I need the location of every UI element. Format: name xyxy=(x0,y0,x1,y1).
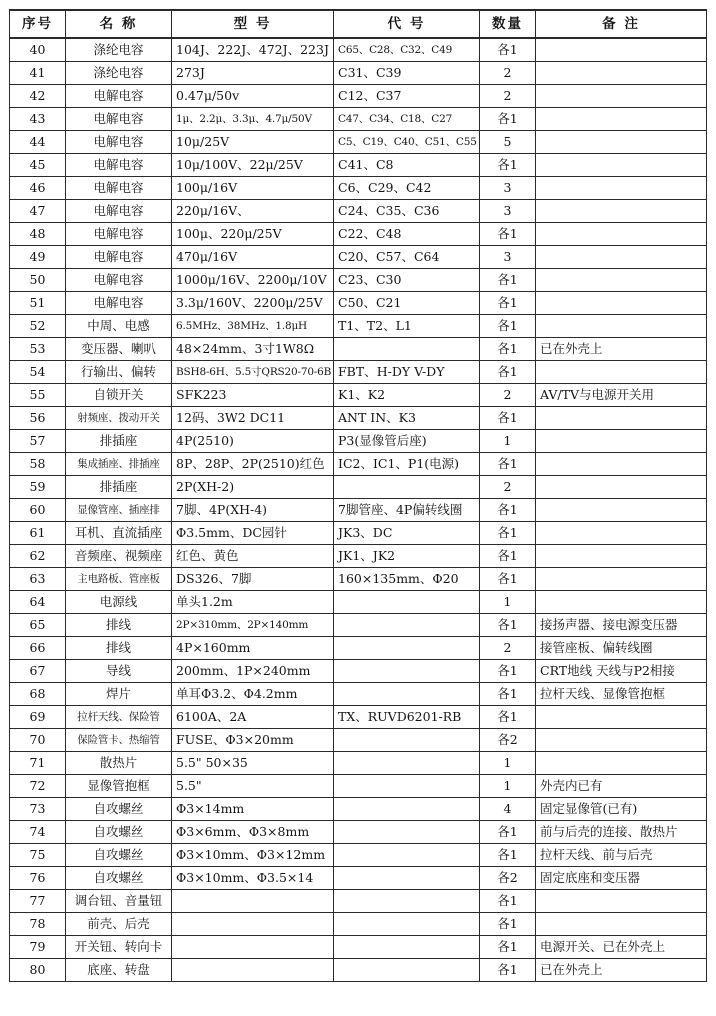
cell-code: TX、RUVD6201-RB xyxy=(334,706,480,729)
header-seq: 序号 xyxy=(10,10,66,38)
cell-seq: 55 xyxy=(10,384,66,407)
cell-note xyxy=(536,85,707,108)
parts-list-sheet xyxy=(9,9,707,982)
cell-note xyxy=(536,38,707,62)
cell-seq: 42 xyxy=(10,85,66,108)
cell-qty: 各1 xyxy=(480,38,536,62)
table-row xyxy=(10,476,707,499)
cell-qty: 各1 xyxy=(480,821,536,844)
table-row xyxy=(10,683,707,706)
cell-name: 焊片 xyxy=(66,683,172,706)
cell-note xyxy=(536,568,707,591)
cell-qty: 各1 xyxy=(480,568,536,591)
header-name: 名 称 xyxy=(66,10,172,38)
cell-note xyxy=(536,453,707,476)
cell-name: 电解电容 xyxy=(66,177,172,200)
cell-seq: 71 xyxy=(10,752,66,775)
cell-model: 273J xyxy=(172,62,334,85)
cell-code xyxy=(334,637,480,660)
table-row xyxy=(10,38,707,62)
cell-model: 12码、3W2 DC11 xyxy=(172,407,334,430)
table-row xyxy=(10,867,707,890)
cell-seq: 75 xyxy=(10,844,66,867)
cell-name: 开关钮、转向卡 xyxy=(66,936,172,959)
table-row xyxy=(10,407,707,430)
cell-code: K1、K2 xyxy=(334,384,480,407)
cell-model: Φ3.5mm、DC园针 xyxy=(172,522,334,545)
cell-qty: 各1 xyxy=(480,453,536,476)
table-row xyxy=(10,430,707,453)
cell-note xyxy=(536,246,707,269)
table-row xyxy=(10,729,707,752)
cell-name: 电解电容 xyxy=(66,108,172,131)
table-body xyxy=(10,38,707,982)
cell-note xyxy=(536,591,707,614)
cell-name: 自攻螺丝 xyxy=(66,867,172,890)
cell-qty: 各1 xyxy=(480,407,536,430)
cell-code xyxy=(334,476,480,499)
cell-code xyxy=(334,683,480,706)
cell-note xyxy=(536,315,707,338)
cell-code xyxy=(334,890,480,913)
cell-name: 排插座 xyxy=(66,430,172,453)
cell-model: DS326、7脚 xyxy=(172,568,334,591)
table-row xyxy=(10,545,707,568)
cell-qty: 各1 xyxy=(480,683,536,706)
table-row xyxy=(10,660,707,683)
cell-seq: 52 xyxy=(10,315,66,338)
cell-name: 电解电容 xyxy=(66,131,172,154)
cell-note xyxy=(536,545,707,568)
cell-model: Φ3×10mm、Φ3×12mm xyxy=(172,844,334,867)
cell-model: FUSE、Φ3×20mm xyxy=(172,729,334,752)
cell-qty: 2 xyxy=(480,476,536,499)
table-header-row xyxy=(10,10,707,38)
cell-code xyxy=(334,821,480,844)
cell-note: 外壳内已有 xyxy=(536,775,707,798)
cell-note xyxy=(536,913,707,936)
cell-name: 变压器、喇叭 xyxy=(66,338,172,361)
cell-model: 3.3μ/160V、2200μ/25V xyxy=(172,292,334,315)
cell-code xyxy=(334,913,480,936)
cell-seq: 46 xyxy=(10,177,66,200)
cell-code: C12、C37 xyxy=(334,85,480,108)
cell-qty: 2 xyxy=(480,384,536,407)
cell-model: 4P(2510) xyxy=(172,430,334,453)
table-row xyxy=(10,453,707,476)
table-row xyxy=(10,959,707,982)
cell-seq: 68 xyxy=(10,683,66,706)
cell-name: 排线 xyxy=(66,637,172,660)
table-row xyxy=(10,821,707,844)
cell-seq: 57 xyxy=(10,430,66,453)
cell-qty: 各1 xyxy=(480,844,536,867)
cell-name: 电解电容 xyxy=(66,85,172,108)
cell-code: 7脚管座、4P偏转线圈 xyxy=(334,499,480,522)
table-row xyxy=(10,154,707,177)
table-row xyxy=(10,269,707,292)
cell-name: 耳机、直流插座 xyxy=(66,522,172,545)
cell-seq: 48 xyxy=(10,223,66,246)
cell-qty: 3 xyxy=(480,177,536,200)
cell-name: 保险管卡、热缩管 xyxy=(66,729,172,752)
table-row xyxy=(10,752,707,775)
cell-model: 单耳Φ3.2、Φ4.2mm xyxy=(172,683,334,706)
cell-seq: 80 xyxy=(10,959,66,982)
cell-qty: 各1 xyxy=(480,361,536,384)
cell-model: 6.5MHz、38MHz、1.8μH xyxy=(172,315,334,338)
cell-note xyxy=(536,752,707,775)
cell-name: 射频座、拨动开关 xyxy=(66,407,172,430)
table-row xyxy=(10,706,707,729)
cell-note xyxy=(536,200,707,223)
cell-note: 前与后壳的连接、散热片 xyxy=(536,821,707,844)
table-row xyxy=(10,85,707,108)
cell-note xyxy=(536,890,707,913)
cell-qty: 各1 xyxy=(480,706,536,729)
cell-qty: 各1 xyxy=(480,108,536,131)
cell-qty: 各1 xyxy=(480,338,536,361)
cell-code xyxy=(334,338,480,361)
cell-note: 接扬声器、接电源变压器 xyxy=(536,614,707,637)
cell-model: 7脚、4P(XH-4) xyxy=(172,499,334,522)
cell-note: 已在外壳上 xyxy=(536,959,707,982)
cell-name: 导线 xyxy=(66,660,172,683)
table-row xyxy=(10,338,707,361)
cell-qty: 各1 xyxy=(480,522,536,545)
cell-note xyxy=(536,522,707,545)
cell-seq: 50 xyxy=(10,269,66,292)
table-row xyxy=(10,131,707,154)
cell-qty: 各1 xyxy=(480,890,536,913)
cell-seq: 79 xyxy=(10,936,66,959)
cell-model: 100μ、220μ/25V xyxy=(172,223,334,246)
cell-qty: 1 xyxy=(480,775,536,798)
cell-code xyxy=(334,867,480,890)
table-row xyxy=(10,361,707,384)
cell-seq: 66 xyxy=(10,637,66,660)
cell-model: 100μ/16V xyxy=(172,177,334,200)
cell-name: 行输出、偏转 xyxy=(66,361,172,384)
cell-seq: 45 xyxy=(10,154,66,177)
table-row xyxy=(10,775,707,798)
cell-seq: 43 xyxy=(10,108,66,131)
cell-seq: 65 xyxy=(10,614,66,637)
cell-code: C65、C28、C32、C49 xyxy=(334,38,480,62)
table-row xyxy=(10,591,707,614)
table-row xyxy=(10,844,707,867)
cell-seq: 56 xyxy=(10,407,66,430)
cell-qty: 各1 xyxy=(480,545,536,568)
cell-name: 涤纶电容 xyxy=(66,62,172,85)
cell-qty: 2 xyxy=(480,85,536,108)
table-row xyxy=(10,637,707,660)
cell-model: 红色、黄色 xyxy=(172,545,334,568)
cell-code: JK3、DC xyxy=(334,522,480,545)
table-row xyxy=(10,522,707,545)
cell-code xyxy=(334,660,480,683)
cell-model: 4P×160mm xyxy=(172,637,334,660)
cell-qty: 各1 xyxy=(480,315,536,338)
cell-seq: 59 xyxy=(10,476,66,499)
cell-code: IC2、IC1、P1(电源) xyxy=(334,453,480,476)
cell-model xyxy=(172,959,334,982)
cell-seq: 73 xyxy=(10,798,66,821)
cell-qty: 各1 xyxy=(480,154,536,177)
cell-code: C5、C19、C40、C51、C55 xyxy=(334,131,480,154)
cell-qty: 3 xyxy=(480,200,536,223)
cell-name: 电解电容 xyxy=(66,223,172,246)
table-row xyxy=(10,292,707,315)
cell-seq: 41 xyxy=(10,62,66,85)
table-row xyxy=(10,177,707,200)
cell-name: 音频座、视频座 xyxy=(66,545,172,568)
cell-model xyxy=(172,913,334,936)
cell-code: C20、C57、C64 xyxy=(334,246,480,269)
cell-code: P3(显像管后座) xyxy=(334,430,480,453)
cell-qty: 4 xyxy=(480,798,536,821)
cell-seq: 69 xyxy=(10,706,66,729)
cell-seq: 44 xyxy=(10,131,66,154)
cell-name: 拉杆天线、保险管 xyxy=(66,706,172,729)
cell-qty: 各1 xyxy=(480,913,536,936)
cell-note xyxy=(536,62,707,85)
cell-note xyxy=(536,476,707,499)
cell-model: Φ3×14mm xyxy=(172,798,334,821)
cell-qty: 3 xyxy=(480,246,536,269)
cell-model: 1000μ/16V、2200μ/10V xyxy=(172,269,334,292)
cell-name: 自攻螺丝 xyxy=(66,844,172,867)
cell-note xyxy=(536,177,707,200)
cell-code: T1、T2、L1 xyxy=(334,315,480,338)
cell-code: FBT、H-DY V-DY xyxy=(334,361,480,384)
cell-model xyxy=(172,936,334,959)
cell-model: 104J、222J、472J、223J xyxy=(172,38,334,62)
cell-model: 6100A、2A xyxy=(172,706,334,729)
cell-seq: 62 xyxy=(10,545,66,568)
cell-name: 电解电容 xyxy=(66,200,172,223)
cell-model: 48×24mm、3寸1W8Ω xyxy=(172,338,334,361)
cell-name: 电源线 xyxy=(66,591,172,614)
cell-code: C31、C39 xyxy=(334,62,480,85)
cell-code xyxy=(334,614,480,637)
cell-name: 前壳、后壳 xyxy=(66,913,172,936)
table-row xyxy=(10,913,707,936)
cell-seq: 72 xyxy=(10,775,66,798)
cell-note: 固定显像管(已有) xyxy=(536,798,707,821)
cell-name: 电解电容 xyxy=(66,154,172,177)
cell-code xyxy=(334,591,480,614)
cell-qty: 2 xyxy=(480,637,536,660)
cell-note xyxy=(536,361,707,384)
cell-note xyxy=(536,131,707,154)
cell-code xyxy=(334,775,480,798)
table-row xyxy=(10,568,707,591)
cell-note xyxy=(536,154,707,177)
cell-seq: 67 xyxy=(10,660,66,683)
cell-model: SFK223 xyxy=(172,384,334,407)
cell-model: Φ3×10mm、Φ3.5×14 xyxy=(172,867,334,890)
cell-model: 0.47μ/50v xyxy=(172,85,334,108)
cell-model: 470μ/16V xyxy=(172,246,334,269)
cell-note: 拉杆天线、前与后壳 xyxy=(536,844,707,867)
cell-model: 10μ/25V xyxy=(172,131,334,154)
cell-model: 2P(XH-2) xyxy=(172,476,334,499)
cell-note xyxy=(536,269,707,292)
table-row xyxy=(10,223,707,246)
cell-qty: 各2 xyxy=(480,729,536,752)
cell-name: 主电路板、管座板 xyxy=(66,568,172,591)
cell-qty: 各1 xyxy=(480,223,536,246)
cell-code xyxy=(334,798,480,821)
cell-note: 固定底座和变压器 xyxy=(536,867,707,890)
cell-name: 自锁开关 xyxy=(66,384,172,407)
cell-name: 集成插座、排插座 xyxy=(66,453,172,476)
cell-model: 单头1.2m xyxy=(172,591,334,614)
cell-name: 底座、转盘 xyxy=(66,959,172,982)
table-row xyxy=(10,108,707,131)
cell-note: 已在外壳上 xyxy=(536,338,707,361)
cell-name: 自攻螺丝 xyxy=(66,798,172,821)
cell-seq: 54 xyxy=(10,361,66,384)
cell-note xyxy=(536,108,707,131)
cell-note xyxy=(536,407,707,430)
cell-qty: 2 xyxy=(480,62,536,85)
cell-note xyxy=(536,499,707,522)
table-row xyxy=(10,614,707,637)
cell-seq: 49 xyxy=(10,246,66,269)
cell-note xyxy=(536,729,707,752)
table-row xyxy=(10,798,707,821)
header-note: 备 注 xyxy=(536,10,707,38)
cell-code: ANT IN、K3 xyxy=(334,407,480,430)
header-qty: 数量 xyxy=(480,10,536,38)
cell-name: 电解电容 xyxy=(66,246,172,269)
cell-qty: 各1 xyxy=(480,499,536,522)
cell-note xyxy=(536,706,707,729)
cell-qty: 各1 xyxy=(480,614,536,637)
cell-qty: 各1 xyxy=(480,292,536,315)
cell-model: 5.5" xyxy=(172,775,334,798)
cell-qty: 各1 xyxy=(480,660,536,683)
cell-model: Φ3×6mm、Φ3×8mm xyxy=(172,821,334,844)
cell-code: C50、C21 xyxy=(334,292,480,315)
cell-name: 调台钮、音量钮 xyxy=(66,890,172,913)
cell-note xyxy=(536,292,707,315)
cell-qty: 各2 xyxy=(480,867,536,890)
cell-qty: 各1 xyxy=(480,269,536,292)
cell-qty: 1 xyxy=(480,430,536,453)
cell-seq: 61 xyxy=(10,522,66,545)
cell-model: 200mm、1P×240mm xyxy=(172,660,334,683)
cell-name: 显像管抱框 xyxy=(66,775,172,798)
cell-seq: 51 xyxy=(10,292,66,315)
cell-note xyxy=(536,223,707,246)
cell-note: CRT地线 天线与P2相接 xyxy=(536,660,707,683)
cell-model: 220μ/16V、 xyxy=(172,200,334,223)
table-row xyxy=(10,62,707,85)
cell-name: 排插座 xyxy=(66,476,172,499)
cell-model xyxy=(172,890,334,913)
cell-code: C24、C35、C36 xyxy=(334,200,480,223)
cell-model: 2P×310mm、2P×140mm xyxy=(172,614,334,637)
cell-model: 8P、28P、2P(2510)红色 xyxy=(172,453,334,476)
cell-seq: 78 xyxy=(10,913,66,936)
cell-code xyxy=(334,729,480,752)
cell-code: C23、C30 xyxy=(334,269,480,292)
cell-qty: 1 xyxy=(480,752,536,775)
table-row xyxy=(10,315,707,338)
table-row xyxy=(10,384,707,407)
cell-code: 160×135mm、Φ20 xyxy=(334,568,480,591)
cell-code: C6、C29、C42 xyxy=(334,177,480,200)
cell-code: C22、C48 xyxy=(334,223,480,246)
cell-code: JK1、JK2 xyxy=(334,545,480,568)
cell-seq: 47 xyxy=(10,200,66,223)
cell-note: 接管座板、偏转线圈 xyxy=(536,637,707,660)
cell-qty: 各1 xyxy=(480,936,536,959)
cell-note: 拉杆天线、显像管抱框 xyxy=(536,683,707,706)
cell-code: C47、C34、C18、C27 xyxy=(334,108,480,131)
table-row xyxy=(10,246,707,269)
cell-note xyxy=(536,430,707,453)
table-row xyxy=(10,936,707,959)
parts-table xyxy=(9,9,707,982)
cell-name: 电解电容 xyxy=(66,292,172,315)
cell-seq: 74 xyxy=(10,821,66,844)
table-row xyxy=(10,890,707,913)
cell-name: 排线 xyxy=(66,614,172,637)
cell-name: 涤纶电容 xyxy=(66,38,172,62)
cell-model: BSH8-6H、5.5寸QRS20-70-6B xyxy=(172,361,334,384)
cell-qty: 1 xyxy=(480,591,536,614)
cell-code xyxy=(334,936,480,959)
header-model: 型 号 xyxy=(172,10,334,38)
cell-seq: 76 xyxy=(10,867,66,890)
cell-seq: 40 xyxy=(10,38,66,62)
cell-qty: 各1 xyxy=(480,959,536,982)
cell-name: 自攻螺丝 xyxy=(66,821,172,844)
cell-name: 电解电容 xyxy=(66,269,172,292)
cell-code: C41、C8 xyxy=(334,154,480,177)
cell-note: AV/TV与电源开关用 xyxy=(536,384,707,407)
cell-model: 5.5" 50×35 xyxy=(172,752,334,775)
cell-seq: 60 xyxy=(10,499,66,522)
cell-name: 显像管座、插座排 xyxy=(66,499,172,522)
cell-seq: 53 xyxy=(10,338,66,361)
header-code: 代 号 xyxy=(334,10,480,38)
cell-seq: 64 xyxy=(10,591,66,614)
cell-model: 10μ/100V、22μ/25V xyxy=(172,154,334,177)
cell-code xyxy=(334,752,480,775)
table-row xyxy=(10,200,707,223)
cell-code xyxy=(334,844,480,867)
cell-seq: 58 xyxy=(10,453,66,476)
cell-name: 散热片 xyxy=(66,752,172,775)
cell-name: 中周、电感 xyxy=(66,315,172,338)
table-row xyxy=(10,499,707,522)
cell-qty: 5 xyxy=(480,131,536,154)
cell-model: 1μ、2.2μ、3.3μ、4.7μ/50V xyxy=(172,108,334,131)
cell-seq: 70 xyxy=(10,729,66,752)
cell-note: 电源开关、已在外壳上 xyxy=(536,936,707,959)
cell-seq: 77 xyxy=(10,890,66,913)
cell-seq: 63 xyxy=(10,568,66,591)
cell-code xyxy=(334,959,480,982)
